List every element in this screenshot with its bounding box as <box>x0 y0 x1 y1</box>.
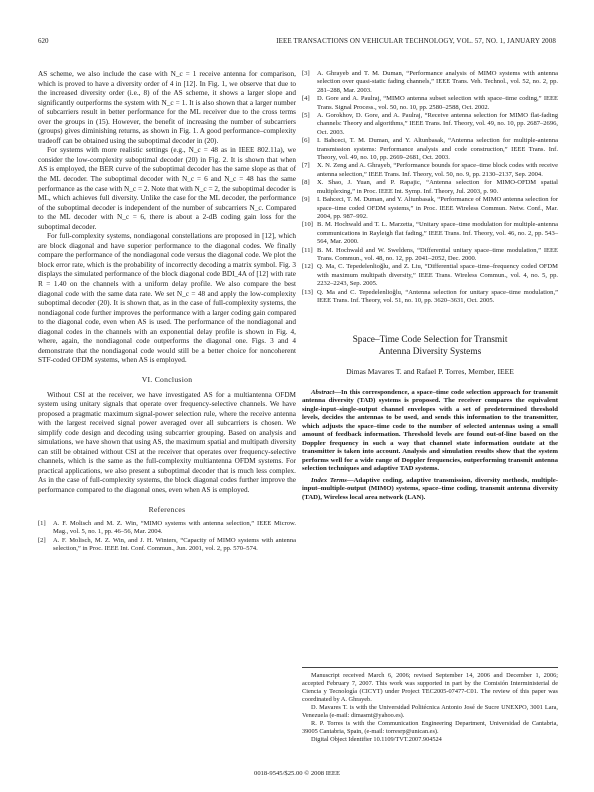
reference-text: I. Bahceci, T. M. Duman, and Y. Altunbasak, “Performance of MIMO antenna selection for space–time coded OFDM systems,” in Proc. IEEE Wireless Commun. Netw. Conf., Mar. 2004, pp. 987–992. <box>317 196 558 220</box>
reference-text: I. Bahceci, T. M. Duman, and Y. Altunbasak, “Antenna selection for multiple-antenna transmission systems: Performance analysis and code construction,” IEEE Trans. Inf. Theory, vol. 49, no. 10, pp. 2669–2681, Oct. 2003. <box>317 137 558 162</box>
reference-text: Q. Ma and C. Tepedelenlioğlu, “Antenna selection for unitary space–time modulation,” IEEE Trans. Inf. Theory, vol. 51, no. 10, pp. 3620–3631, Oct. 2005. <box>317 288 558 304</box>
index-terms-lead: Index Terms— <box>311 476 354 484</box>
reference-list <box>302 70 558 305</box>
reference-number: [7] <box>302 162 310 170</box>
reference-item <box>302 247 558 264</box>
reference-text: A. F. Molisch, M. Z. Win, and J. H. Winters, “Capacity of MIMO systems with antenna selection,” in Proc. IEEE Int. Conf. Commun., Jun. 2001, vol. 2, pp. 570–574. <box>53 536 296 553</box>
reference-item <box>38 520 296 537</box>
reference-number: [4] <box>302 95 310 103</box>
article-title-line: Space–Time Code Selection for Transmit <box>352 335 508 346</box>
reference-text: D. Gore and A. Paulraj, “MIMO antenna subset selection with space–time coding,” IEEE Trans. Signal Process., vol. 50, no. 10, pp. 2580–2588, Oct. 2002. <box>317 95 558 111</box>
right-column <box>302 70 558 502</box>
abstract-text: In this correspondence, a space–time code selection approach for transmit antenna diversity (TAD) systems is proposed. The receiver compares the equivalent single-input–single-output channel envelopes with a set of predetermined threshold levels, decides the antennas to be used, and sends this information to the transmitter, which adjusts the space–time code to the number of selected antennas using a small amount of feedback information. Threshold levels are found out-of-line based on the Doppler frequency in such a way that channel state information outdate at the transmitter is taken into account. Analysis and simulation results show that the system performs well for a wide range of Doppler frequencies, outperforming transmit antenna selection techniques and adaptive TAD systems. <box>302 388 558 473</box>
reference-item <box>302 221 558 246</box>
reference-item <box>38 537 296 554</box>
page-number: 620 <box>38 37 49 45</box>
first-page-footnote <box>302 667 558 744</box>
reference-number: [13] <box>302 288 313 296</box>
reference-number: [5] <box>302 112 310 120</box>
journal-header: IEEE TRANSACTIONS ON VEHICULAR TECHNOLOGY, VOL. 57, NO. 1, JANUARY 2008 <box>276 37 556 45</box>
reference-item <box>302 179 558 196</box>
reference-text: A. Ghrayeb and T. M. Duman, “Performance analysis of MIMO systems with antenna selection over quasi-static fading channels,” IEEE Trans. Veh. Technol., vol. 52, no. 2, pp. 281–288, Mar. 2003. <box>317 70 558 94</box>
paragraph: AS scheme, we also include the case with N_c = 1 receive antenna for comparison, which is proved to have a diversity order of 4 in [12]. In Fig. 1, we observe that due to the increased diversity order (i.e., 8) of the AS scheme, it shows a larger slope and significantly outperforms the system with N_c = 1. It is also shown that a larger number of subcarriers result in better performance for the ML receiver due to the cross terms over the groups in (15). However, the benefit of increasing the number of subcarriers (groups) gives diminishing returns, as shown in Fig. 1. A good performance–complexity tradeoff can be obtained using the suboptimal decoder in (20). <box>38 70 296 145</box>
reference-number: [11] <box>302 246 313 254</box>
reference-number: [10] <box>302 221 313 229</box>
reference-number: [6] <box>302 137 310 145</box>
article-authors: Dimas Mavares T. and Rafael P. Torres, Member, IEEE <box>346 367 514 377</box>
footnote-paragraph: Digital Object Identifier 10.1109/TVT.2007.904524 <box>311 736 442 743</box>
reference-item <box>302 112 558 137</box>
reference-number: [3] <box>302 70 310 77</box>
footnote-paragraph: Manuscript received March 6, 2006; revised September 14, 2006 and December 1, 2006; accepted February 7, 2007. This work was supported in part by the Comisión Interministerial de Ciencia y Tecnología (CICYT) under Project TEC2005-07477-C01. The review of this paper was coordinated by A. Ghrayeb. <box>302 672 558 703</box>
reference-item <box>302 196 558 221</box>
reference-item <box>302 95 558 112</box>
left-column <box>38 70 296 554</box>
reference-text: Q. Ma, C. Tepedelenlioğlu, and Z. Liu, “Differential space–time–frequency coded OFDM with maximum multipath diversity,” IEEE Trans. Wireless Commun., vol. 4, no. 5, pp. 2232–2243, Sep. 2005. <box>317 263 558 288</box>
index-terms <box>302 477 558 503</box>
reference-number: [1] <box>38 520 46 528</box>
reference-number: [12] <box>302 263 313 271</box>
copyright-footer: 0018-9545/$25.00 © 2008 IEEE <box>254 770 340 777</box>
footnote-paragraph: D. Mavares T. is with the Universidad Politécnica Antonio José de Sucre UNEXPO, 3001 Lara, Venezuela (e-mail: dimasmt@yahoo.es). <box>302 704 558 719</box>
abstract-lead: Abstract— <box>311 388 342 396</box>
reference-text: B. M. Hochwald and T. L. Marzetta, “Unitary space–time modulation for multiple-antenna communications in Rayleigh flat fading,” IEEE Trans. Inf. Theory, vol. 46, no. 2, pp. 543–564, Mar. 2000. <box>317 221 558 246</box>
reference-text: X. N. Zeng and A. Ghrayeb, “Performance bounds for space–time block codes with receive antenna selection,” IEEE Trans. Inf. Theory, vol. 50, no. 9, pp. 2130–2137, Sep. 2004. <box>317 162 558 178</box>
paragraph: Without CSI at the receiver, we have investigated AS for a multiantenna OFDM system using unitary signals that operate over frequency-selective channels. We have proposed a pragmatic maximum signal-power selection rule, where the receive antenna with the largest received signal power averaged over all subcarriers is chosen. We simplify code design and decoding using subcarrier grouping. Based on analysis and simulations, we have shown that using AS, the maximum spatial and multipath diversity can still be obtained without CSI at the receiver that operates over frequency-selective channels, which is the same as the full-complexity multiantenna OFDM systems. For practical applications, we also present a suboptimal decoder that is much less complex. As in the case of full-complexity systems, the block diagonal codes further improve the performance compared to the diagonal ones, even when AS is employed. <box>38 390 296 494</box>
references-heading: References <box>148 504 186 514</box>
abstract <box>302 389 558 474</box>
reference-text: B. M. Hochwald and W. Sweldens, “Differential unitary space–time modulation,” IEEE Trans. Commun., vol. 48, no. 12, pp. 2041–2052, Dec. 2000. <box>317 246 558 262</box>
reference-list <box>38 520 296 554</box>
reference-text: A. F. Molisch and M. Z. Win, “MIMO systems with antenna selection,” IEEE Microw. Mag., vol. 5, no. 1, pp. 46–56, Mar. 2004. <box>53 520 296 536</box>
reference-number: [8] <box>302 179 310 187</box>
footnote-rule <box>302 667 558 668</box>
reference-item <box>302 137 558 162</box>
article-title-line: Antenna Diversity Systems <box>378 346 482 357</box>
reference-text: X. Shao, J. Yuan, and P. Rapajic, “Antenna selection for MIMO-OFDM spatial multiplexing,” in Proc. IEEE Int. Symp. Inf. Theory, Jul. 2003, p. 90. <box>317 179 558 195</box>
reference-item <box>302 289 558 306</box>
reference-text: A. Gorokhov, D. Gore, and A. Paulraj, “Receive antenna selection for MIMO flat-fading channels: Theory and algorithms,” IEEE Trans. Inf. Theory, vol. 49, no. 10, pp. 2687–2696, Oct. 2003. <box>317 112 558 136</box>
reference-number: [9] <box>302 196 310 204</box>
section-heading: VI. Conclusion <box>141 374 193 384</box>
article-title <box>302 335 558 358</box>
index-terms-text: Adaptive coding, adaptive transmission, diversity methods, multiple-input–multiple-output (MIMO) systems, space–time coding, transmit antenna diversity (TAD), Wireless local area network (LAN). <box>302 476 558 501</box>
reference-number: [2] <box>38 536 46 544</box>
running-header <box>38 37 556 49</box>
footnote-paragraph: R. P. Torres is with the Communication Engineering Department, Universidad de Cantabria, 39005 Cantabria, Spain, (e-mail: torresrp@unican.es). <box>302 720 558 735</box>
paragraph: For full-complexity systems, nondiagonal constellations are proposed in [12], which are block diagonal and have superior performance to the diagonal codes. We finally compare the performance of the nondiagonal code versus the diagonal code. We plot the block error rate, which is the probability of incorrectly decoding a matrix symbol. Fig. 3 displays the simulated performance of the block diagonal code BDI_4A of [12] with rate R = 1.40 on the channels with a uniform delay profile. We also compare the best diagonal code with the same data rate. We set N_c = 48 and apply the low-complexity suboptimal decoder (20). It is shown that, as in the case of full-complexity systems, the nondiagonal code further improves the performance with a larger coding gain compared to the diagonal code, even when AS is used. The performance of the nondiagonal and diagonal codes in the channels with an exponential delay profile is shown in Fig. 4, where, again, the nondiagonal code outperforms the diagonal one. Figs. 3 and 4 demonstrate that the nondiagonal code would still be a better choice for noncoherent STF-coded OFDM systems, when AS is employed. <box>38 232 296 365</box>
reference-item <box>302 263 558 288</box>
reference-item <box>302 162 558 179</box>
paragraph: For systems with more realistic settings (e.g., N_c = 48 as in IEEE 802.11a), we consider the low-complexity suboptimal decoder (20) in Fig. 2. It is shown that when AS is employed, the BER curve of the suboptimal decoder has the same slope as that of the ML decoder. The suboptimal decoder with N_c = 6 and N_c = 48 has the same performance as the case with N_c = 2. Note that with N_c = 2, the suboptimal decoder is ML, which achieves full diversity. Unlike the case for the ML decoder, the performance of the suboptimal decoder is independent of the number of subcarriers N_c. Compared to the ML decoder with N_c = 6, there is about a 2-dB coding gain loss for the suboptimal decoder. <box>38 146 296 231</box>
reference-item <box>302 70 558 95</box>
